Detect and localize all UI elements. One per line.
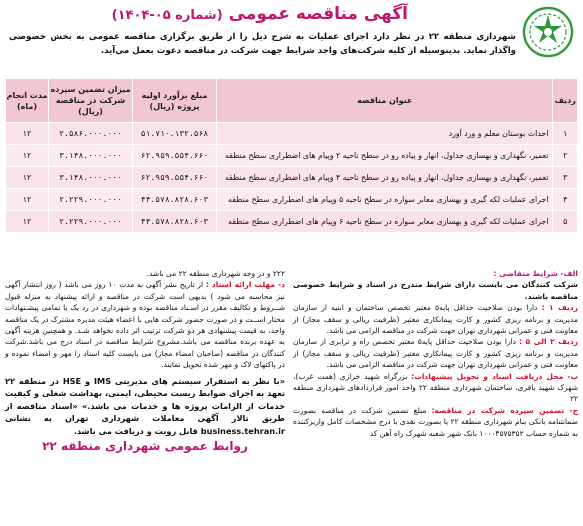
notice-intro: شهرداری منطقه ۲۲ در نظر دارد اجرای عملیات به شرح ذیل را از طریق برگزاری مناقصه عمومی به بخش خصوصی واگذار نماید. بدینوسیله از کلیه شرکت‌های واجد شرایط جهت شرکت در مناقصه دعوت بعمل می‌آید. — [9, 32, 516, 56]
notice-title: آگهی مناقصه عمومی (شماره ۰۵-۱۴۰۴) — [111, 4, 408, 24]
row-estimate: ۶۲.۹۵۹.۵۵۴.۶۶۰ — [133, 167, 217, 189]
notice-body — [5, 268, 578, 522]
row-estimate: ۵۱.۷۱۰.۱۳۲.۵۶۸ — [133, 123, 217, 145]
condition-row1-label: ردیف ۱ : — [541, 303, 578, 313]
row-title: تعمیر، نگهداری و بهسازی جداول، انهار و پیاده رو در سطح ناحیه ۴ وپیام های اضطراری سطح منطقه — [217, 167, 553, 189]
table-row — [6, 167, 578, 189]
condition-b-text: بزرگراه شهید خرازی (همت غرب)، شهرک شهید باقری، ساختمان شهرداری منطقه ۲۲ واحد امور قراردادهای شهرداری منطقه ۲۲ — [293, 371, 578, 404]
row-estimate: ۶۲.۹۵۹.۵۵۴.۶۶۰ — [133, 145, 217, 167]
header-duration: مدت انجام (ماه) — [6, 79, 49, 123]
row-number: ۵ — [553, 211, 578, 233]
conditions-intro: شرکت کنندگان می بایست دارای شرایط مندرج در اسناد و شرایط خصوصی مناقصه باشند. — [293, 280, 578, 301]
table-row — [6, 145, 578, 167]
deadline-label: د- مهلت ارائه اسناد : — [205, 280, 285, 290]
row-title: احداث بوستان معلم و ورد آورد — [217, 123, 553, 145]
row-bond: ۳.۱۴۸.۰۰۰.۰۰۰ — [49, 145, 133, 167]
row-title: اجرای عملیات لکه گیری و بهسازی معابر سواره در سطح ناحیه ۶ وپیام های اضطراری سطح منطقه — [217, 211, 553, 233]
tehran-municipality-logo — [522, 6, 574, 58]
row-duration: ۱۲ — [6, 123, 49, 145]
table-row — [6, 211, 578, 233]
row-bond: ۲.۲۲۹.۰۰۰.۰۰۰ — [49, 211, 133, 233]
condition-row1 — [293, 302, 578, 336]
condition-row25-text: دارا بودن صلاحیت حداقل پایه۵ معتبر تخصص راه و ترابری از سازمان مدیریت و برنامه ریزی کشور و کارت پیمانکاری معتبر (ظرفیت ریالی و سقف مجاز) از معاونت فنی و عمرانی شهرداری تهران جهت شرکت در مناقصه الزامی می باشد. — [293, 337, 578, 370]
row-number: ۱ — [553, 123, 578, 145]
header-bond: میزان تضمین سپرده شرکت در مناقصه (ریال) — [49, 79, 133, 123]
conditions-heading: الف- شرایط متقاضی : — [493, 269, 578, 278]
header-row-number: ردیف — [553, 79, 578, 123]
tender-table — [5, 78, 578, 233]
deadline-paragraph — [5, 279, 285, 370]
row-duration: ۱۲ — [6, 167, 49, 189]
row-title: تعمیر، نگهداری و بهسازی جداول، انهار و پیاده رو در سطح ناحیه ۲ وپیام های اضطراری سطح منطقه — [217, 145, 553, 167]
condition-c — [293, 405, 578, 439]
row-bond: ۲.۵۸۶.۰۰۰.۰۰۰ — [49, 123, 133, 145]
conditions-column — [293, 268, 578, 439]
table-header-row — [6, 79, 578, 123]
public-relations-signature: روابط عمومی شهرداری منطقه ۲۲ — [42, 439, 248, 454]
issue-number: (شماره ۰۵-۱۴۰۴) — [111, 8, 223, 23]
header-estimate: مبلغ برآورد اولیه پروژه (ریال) — [133, 79, 217, 123]
bond-tail: ۲۲۲ و در وجه شهرداری منطقه ۲۲ می باشد. — [146, 269, 285, 278]
deadline-text: از تاریخ نشر آگهی به مدت ۱۰ روز می باشد ( روز انتشار آگهی نیز محاسبه می شود ) بدیهی است شرکت در مناقصه و ارائه پیشنهاد به منزله قبول شــروط و تکالیف مقرر در اسـناد مناقصه بوده و شهرداری در رد یک یا تمامی پیشـنهادات مختار اســت و در صورت حضور شرکت هایی با اعضاء هیئت مدیره مشترک در یک مناقصه واحد، به قیمت پیشنهادی هر دو شرکت ترتیب اثر داده نخواهد شـد. و همچنین هزینه آگهی به عهده برنده مناقصه می باشد.مشروح شرایط مناقصه در اسناد درج می باشد.شرکت کنندگان در مناقصه (صاحبان امضاء مجاز) می بایست کلیه اسناد را مهر و امضاء نموده و در پاکتهای لاک و مهر شده تحویل نمایند. — [5, 280, 285, 370]
condition-row1-text: دارا بودن صلاحیت حداقل پایه۵ معتبر تخصص ساختمان و ابنیه از سازمان مدیریت و برنامه ریزی کشور و کارت پیمانکاری معتبر (ظرفیت ریالی و سقف مجاز) از معاونت فنی و عمرانی شهرداری تهران جهت شرکت در مناقصه الزامی می باشد. — [293, 303, 578, 336]
row-title: اجرای عملیات لکه گیری و بهسازی معابر سواره در سطح ناحیه ۵ وپیام های اضطراری سطح منطقه — [217, 189, 553, 211]
deadline-column — [5, 268, 285, 453]
ims-hse-notice: «با نظر به استقرار سیستم های مدیریتی IMS و HSE در منطقه ۲۲ تعهد به اجرای ضوابط زیست محیطی، ایمنی، بهداشت شغلی و کیفیت خدمات از الزامات پروژه ها و خدمات می باشد.» «اسناد مناقصه از طریق تالار آگهی معاملات شهرداری تهران به نشانی business.tehran.ir قابل رویت و دریافت می باشد. — [5, 375, 285, 436]
condition-c-label: ج- تضمین سپرده شرکت در مناقصه: — [431, 405, 578, 415]
condition-b — [293, 371, 578, 405]
row-duration: ۱۲ — [6, 145, 49, 167]
row-duration: ۱۲ — [6, 211, 49, 233]
row-duration: ۱۲ — [6, 189, 49, 211]
row-number: ۲ — [553, 145, 578, 167]
row-estimate: ۴۴.۵۷۸.۸۲۸.۶۰۳ — [133, 189, 217, 211]
row-estimate: ۴۴.۵۷۸.۸۲۸.۶۰۳ — [133, 211, 217, 233]
row-bond: ۲.۲۲۹.۰۰۰.۰۰۰ — [49, 189, 133, 211]
condition-b-label: ب- محل دریافت اسناد و تحویل پیشنهادات: — [411, 371, 578, 381]
table-row — [6, 123, 578, 145]
notice-header — [5, 4, 578, 76]
row-bond: ۳.۱۴۸.۰۰۰.۰۰۰ — [49, 167, 133, 189]
condition-row25 — [293, 336, 578, 370]
row-number: ۳ — [553, 167, 578, 189]
table-row — [6, 189, 578, 211]
row-number: ۴ — [553, 189, 578, 211]
condition-row25-label: ردیف ۲ الی ۵ : — [519, 337, 578, 347]
header-title: عنوان مناقصه — [217, 79, 553, 123]
condition-c-text: مبلغ تضمین شرکت در مناقصه بصورت ضمانتنامه بانکی بنام شهرداری منطقه ۲۲ یا بصورت نقدی با درج مشخصات کامل واریزکننده به شماره حساب ۱۰۰۰۴۵۷۵۳۵۲ بانک شهر شعبه شهرک راه آهن کد — [293, 405, 578, 438]
